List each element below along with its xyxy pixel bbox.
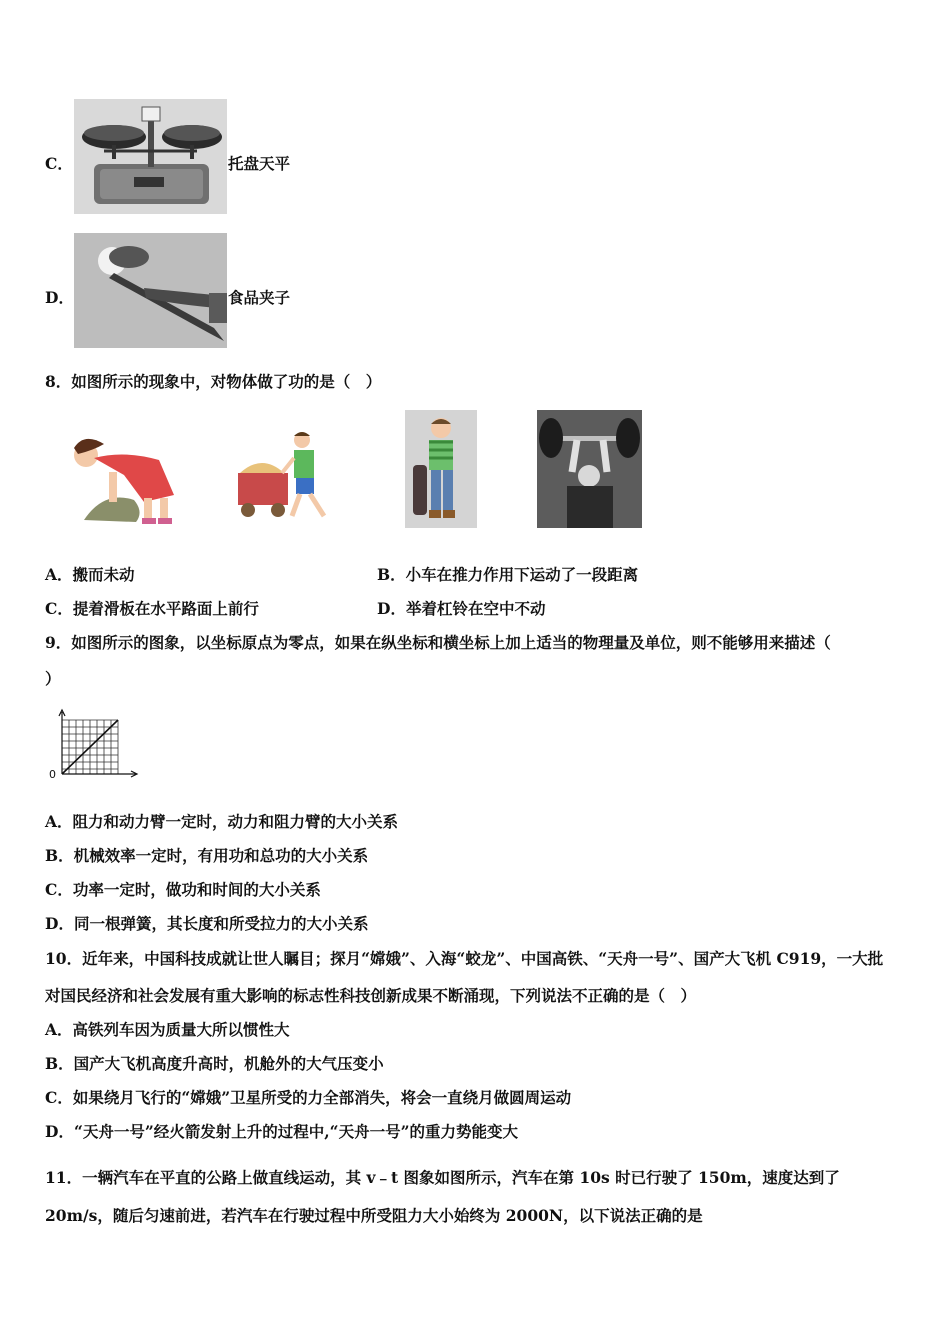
weightlifter-photo: [537, 410, 642, 528]
person-pushing-rock-illustration: [64, 420, 196, 528]
q11-stem-line2: 20m/s，随后匀速前进，若汽车在行驶过程中所受阻力大小始终为 2000N，以下说法正确的是: [45, 1206, 703, 1225]
q9-option-b: B．机械效率一定时，有用功和总功的大小关系: [45, 846, 369, 865]
balance-scale-photo: [74, 99, 227, 214]
q10-option-a: A．高铁列车因为质量大所以惯性大: [45, 1020, 290, 1039]
option-d-caption: 食品夹子: [228, 288, 291, 307]
q9-option-a: A．阻力和动力臂一定时，动力和阻力臂的大小关系: [45, 812, 399, 831]
food-tongs-photo: [74, 233, 227, 348]
q10-stem-line2: 对国民经济和社会发展有重大影响的标志性科技创新成果不断涌现，下列说法不正确的是（ ）: [45, 986, 697, 1005]
q9-line-graph: [46, 708, 141, 784]
q9-option-c: C．功率一定时，做功和时间的大小关系: [45, 880, 321, 899]
q9-option-d: D．同一根弹簧，其长度和所受拉力的大小关系: [45, 914, 369, 933]
q9-stem-line2: ）: [45, 669, 61, 688]
q10-option-c: C．如果绕月飞行的“嫦娥”卫星所受的力全部消失，将会一直绕月做圆周运动: [45, 1088, 572, 1107]
q8-stem: 8．如图所示的现象中，对物体做了功的是（ ）: [45, 372, 382, 391]
q10-stem-line1: 10．近年来，中国科技成就让世人瞩目；探月“嫦娥”、入海“蛟龙”、中国高铁、“天舟一号”、国产大飞机 C919，一大批: [45, 949, 884, 968]
q8-option-c: C．提着滑板在水平路面上前行: [45, 599, 259, 618]
q8-option-d: D．举着杠铃在空中不动: [377, 599, 546, 618]
q10-option-b: B．国产大飞机高度升高时，机舱外的大气压变小: [45, 1054, 384, 1073]
person-pushing-cart-illustration: [232, 428, 342, 528]
option-c-letter: C．: [45, 154, 73, 173]
boy-carrying-skateboard-illustration: [405, 410, 477, 528]
q9-stem-line1: 9．如图所示的图象，以坐标原点为零点，如果在纵坐标和横坐标上加上适当的物理量及单位，则不能够用来描述（: [45, 633, 831, 652]
q8-option-a: A．搬而未动: [45, 565, 135, 584]
q11-stem-line1: 11．一辆汽车在平直的公路上做直线运动，其 v﹣t 图象如图所示，汽车在第 10s 时已行驶了 150m，速度达到了: [45, 1168, 840, 1187]
option-c-caption: 托盘天平: [228, 154, 291, 173]
option-d-letter: D．: [45, 288, 74, 307]
graph-origin-label: 0: [49, 768, 56, 781]
q10-option-d: D．“天舟一号”经火箭发射上升的过程中,“天舟一号”的重力势能变大: [45, 1122, 519, 1141]
q8-option-b: B．小车在推力作用下运动了一段距离: [377, 565, 639, 584]
